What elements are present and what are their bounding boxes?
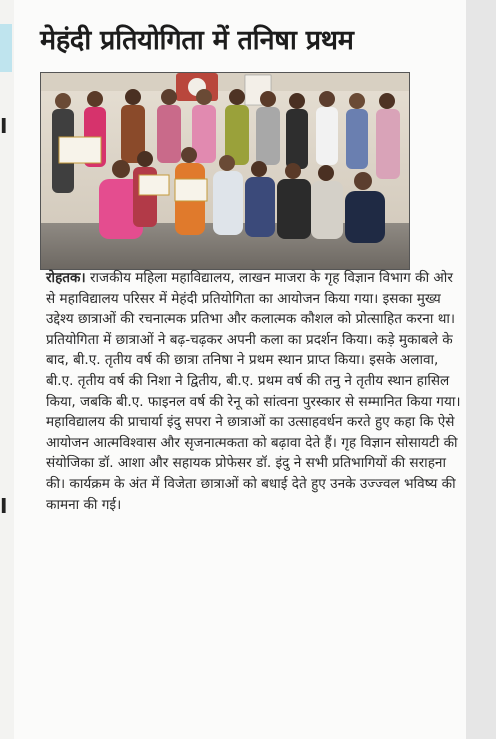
article-body — [46, 268, 464, 515]
adjacent-column-tab — [0, 24, 12, 72]
group-photo — [40, 72, 410, 270]
adjacent-column-edge — [0, 0, 14, 739]
article-text: राजकीय महिला महाविद्यालय, लाखन माजरा के गृह विज्ञान विभाग की ओर से महाविद्यालय परिसर में मेहंदी प्रतियोगिता का आयोजन किया गया। इसका मुख्य उद्देश्य छात्राओं की रचनात्मक प्रतिभा और कलात्मक कौशल को प्रोत्साहित करना था। प्रतियोगिता में छात्राओं ने बढ़-चढ़कर अपनी कला का प्रदर्शन किया। कड़े मुकाबले के बाद, बी.ए. तृतीय वर्ष की छात्रा तनिषा ने प्रथम स्थान प्राप्त किया। इसके अलावा, बी.ए. तृतीय वर्ष की निशा ने द्वितीय, बी.ए. प्रथम वर्ष की तनु ने तृतीय स्थान हासिल किया, जबकि बी.ए. फाइनल वर्ष की रेनू को सांत्वना पुरस्कार से सम्मानित किया गया। महाविद्यालय की प्राचार्या इंदु सपरा ने छात्राओं का उत्साहवर्धन करते हुए कहा कि ऐसे आयोजन आत्मविश्वास और सृजनात्मकता को बढ़ावा देते हैं। गृह विज्ञान सोसायटी की संयोजिका डॉ. आशा और सहायक प्रोफेसर डॉ. इंदु ने सभी प्रतिभागियों की सराहना की। कार्यक्रम के अंत में विजेता छात्राओं को बधाई देते हुए उनके उज्ज्वल भविष्य की कामना की गई। — [46, 270, 461, 513]
page-margin — [466, 0, 496, 739]
headline: मेहंदी प्रतियोगिता में तनिषा प्रथम — [40, 25, 354, 56]
dateline: रोहतक। — [46, 270, 86, 286]
adjacent-column-glyph: I — [0, 116, 8, 136]
adjacent-column-glyph: I — [0, 496, 8, 516]
